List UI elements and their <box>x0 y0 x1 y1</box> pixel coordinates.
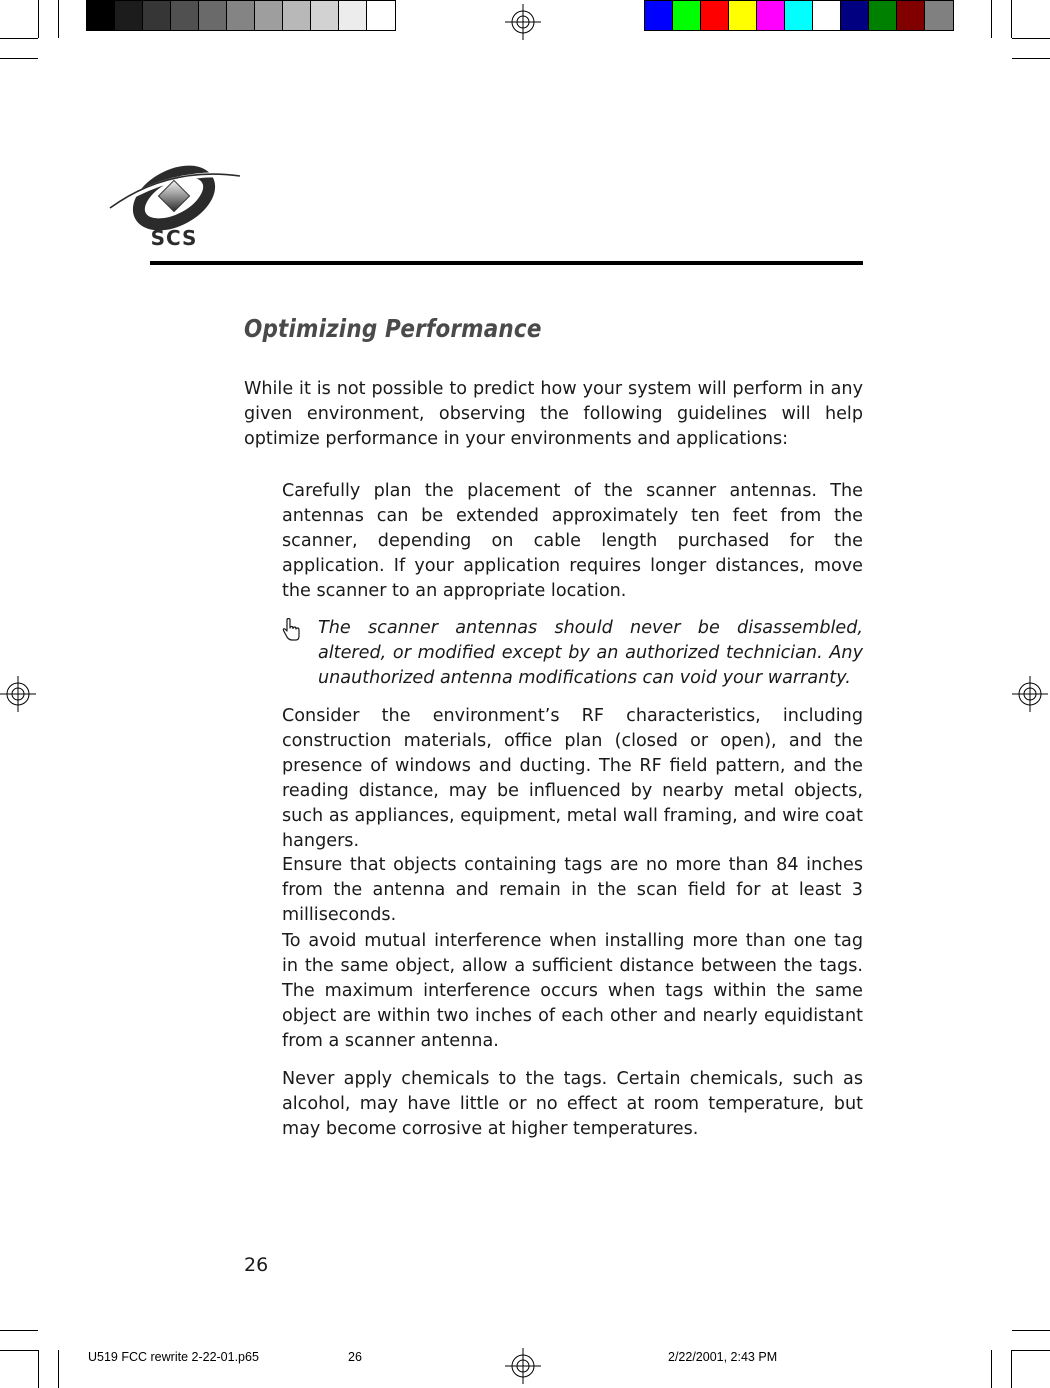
color-swatch <box>897 1 925 30</box>
process-color-bar <box>644 0 954 31</box>
crop-mark <box>38 0 39 38</box>
color-swatch <box>87 1 115 30</box>
logo-text: SCS <box>150 226 198 248</box>
color-swatch <box>757 1 785 30</box>
crop-mark <box>991 1350 992 1388</box>
page-number: 26 <box>244 1254 269 1276</box>
color-swatch <box>645 1 673 30</box>
scs-logo <box>108 158 242 248</box>
guideline-item: Consider the environment’s RF characteristics, including construction materials, office plan (closed or open), and the presence of windows and ducting. The RF field pattern, and the reading distance, may be influenced by nearby metal objects, such as appliances, equipment, metal wall framing, and wire coat hangers. <box>282 706 863 851</box>
slug-page: 26 <box>348 1350 362 1364</box>
crop-mark <box>1012 38 1050 39</box>
guideline-item: Carefully plan the placement of the scanner antennas. The antennas can be extended approximately ten feet from the scanner, depending on cable length purchased for the application. If your application requires longer distances, move the scanner to an appropriate location. <box>282 481 863 601</box>
warning-note: The scanner antennas should never be disassembled, altered, or modified except by an authorized technician. Any unauthorized antenna modifications can void your warranty. <box>318 618 863 688</box>
color-swatch <box>869 1 897 30</box>
color-swatch <box>673 1 701 30</box>
crop-mark <box>991 0 992 38</box>
intro-paragraph: While it is not possible to predict how your system will perform in any given environment, observing the following guidelines will help optimize performance in your environments and applications: <box>244 379 863 449</box>
color-swatch <box>729 1 757 30</box>
color-swatch <box>255 1 283 30</box>
guideline-item: Ensure that objects containing tags are no more than 84 inches from the antenna and remain in the scan field for at least 3 milliseconds. <box>282 855 863 925</box>
color-swatch <box>199 1 227 30</box>
page-title: Optimizing Performance <box>244 314 542 343</box>
registration-mark-icon <box>0 676 36 712</box>
color-swatch <box>283 1 311 30</box>
pointing-hand-icon <box>282 618 302 642</box>
color-swatch <box>143 1 171 30</box>
guideline-item: To avoid mutual interference when installing more than one tag in the same object, allow a sufficient distance between the tags. The maximum interference occurs when tags within the same object are within two inches of each other and nearly equidistant from a scanner antenna. <box>282 931 863 1051</box>
registration-mark-icon <box>1012 676 1048 712</box>
color-swatch <box>841 1 869 30</box>
color-swatch <box>925 1 953 30</box>
crop-mark <box>1012 1350 1050 1351</box>
color-swatch <box>171 1 199 30</box>
crop-mark <box>1012 1330 1050 1331</box>
color-swatch <box>785 1 813 30</box>
grayscale-color-bar <box>86 0 396 31</box>
crop-mark <box>0 1350 38 1351</box>
color-swatch <box>311 1 339 30</box>
color-swatch <box>227 1 255 30</box>
color-swatch <box>813 1 841 30</box>
registration-mark-icon <box>505 1348 541 1384</box>
slug-datetime: 2/22/2001, 2:43 PM <box>668 1350 778 1364</box>
slug-filename: U519 FCC rewrite 2-22-01.p65 <box>88 1350 259 1364</box>
crop-mark <box>58 0 59 38</box>
crop-mark <box>0 58 38 59</box>
header-rule <box>150 261 863 265</box>
crop-mark <box>0 38 38 39</box>
color-swatch <box>115 1 143 30</box>
crop-mark <box>1011 1350 1012 1388</box>
color-swatch <box>339 1 367 30</box>
registration-mark-icon <box>505 4 541 40</box>
crop-mark <box>1012 58 1050 59</box>
color-swatch <box>367 1 395 30</box>
color-swatch <box>701 1 729 30</box>
crop-mark <box>1011 0 1012 38</box>
guideline-item: Never apply chemicals to the tags. Certain chemicals, such as alcohol, may have little or no effect at room temperature, but may become corrosive at higher temperatures. <box>282 1069 863 1139</box>
crop-mark <box>0 1330 38 1331</box>
crop-mark <box>58 1350 59 1388</box>
crop-mark <box>38 1350 39 1388</box>
